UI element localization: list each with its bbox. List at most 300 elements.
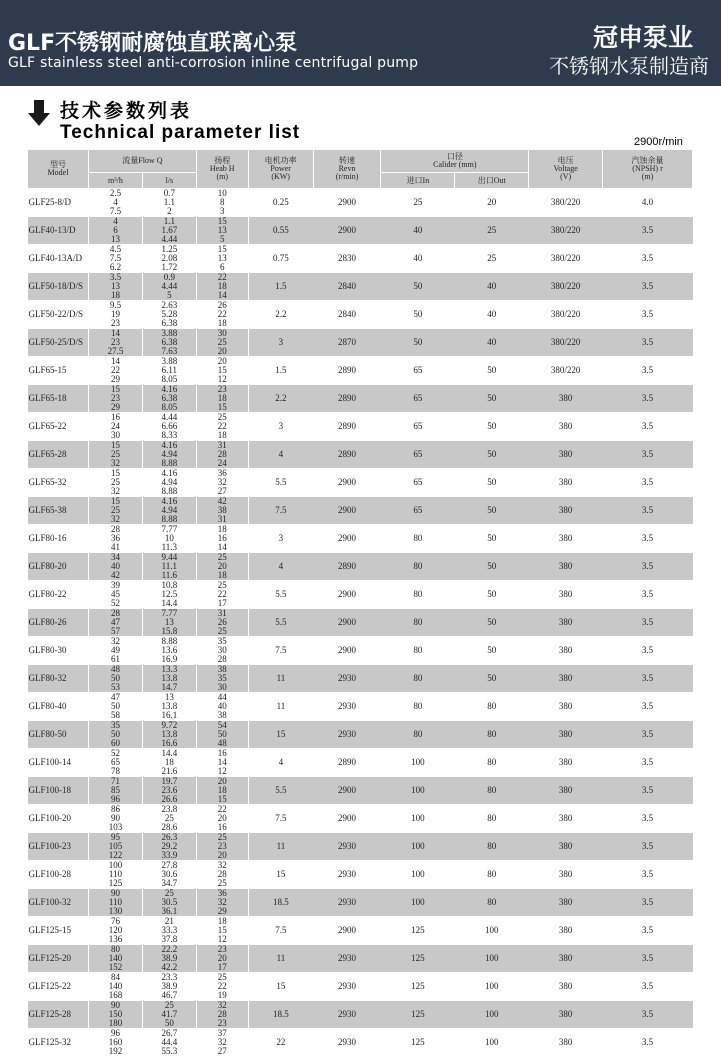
npsh-cell: 3.5 <box>603 665 693 693</box>
flow-m3h-cell: 84 <box>88 973 142 983</box>
head-cell: 37 <box>196 1029 248 1039</box>
head-cell: 26 <box>196 301 248 311</box>
power-cell: 11 <box>248 945 313 973</box>
flow-m3h-cell: 100 <box>88 861 142 871</box>
head-cell: 27 <box>196 487 248 497</box>
flow-ls-cell: 14.4 <box>142 749 196 759</box>
npsh-cell: 3.5 <box>603 1029 693 1056</box>
flow-m3h-cell: 29 <box>88 403 142 413</box>
table-row <box>28 525 693 535</box>
flow-ls-cell: 23.6 <box>142 786 196 795</box>
voltage-cell: 380 <box>529 497 603 525</box>
flow-ls-cell: 23.8 <box>142 805 196 815</box>
inlet-cell: 100 <box>381 833 455 861</box>
flow-ls-cell: 14.7 <box>142 683 196 693</box>
head-cell: 35 <box>196 637 248 647</box>
flow-ls-cell: 0.7 <box>142 189 196 199</box>
power-cell: 5.5 <box>248 469 313 497</box>
inlet-cell: 80 <box>381 553 455 581</box>
inlet-cell: 125 <box>381 1029 455 1056</box>
flow-ls-cell: 4.16 <box>142 385 196 395</box>
flow-m3h-cell: 15 <box>88 441 142 451</box>
speed-cell: 2900 <box>313 917 381 945</box>
power-cell: 18.5 <box>248 1001 313 1029</box>
power-cell: 11 <box>248 693 313 721</box>
head-cell: 15 <box>196 403 248 413</box>
head-cell: 38 <box>196 665 248 675</box>
flow-m3h-cell: 96 <box>88 1029 142 1039</box>
head-cell: 28 <box>196 1010 248 1019</box>
voltage-cell: 380 <box>529 553 603 581</box>
flow-ls-cell: 13.6 <box>142 646 196 655</box>
flow-ls-cell: 21.6 <box>142 767 196 777</box>
section-title-cn: 技术参数列表 <box>60 96 192 123</box>
voltage-cell: 380 <box>529 861 603 889</box>
flow-ls-cell: 22.2 <box>142 945 196 955</box>
head-cell: 16 <box>196 534 248 543</box>
flow-ls-cell: 36.1 <box>142 907 196 917</box>
table-row <box>28 973 693 983</box>
flow-ls-cell: 13.8 <box>142 730 196 739</box>
flow-ls-cell: 7.77 <box>142 609 196 619</box>
outlet-cell: 50 <box>455 469 529 497</box>
head-cell: 38 <box>196 711 248 721</box>
flow-ls-cell: 16.6 <box>142 739 196 749</box>
head-cell: 16 <box>196 749 248 759</box>
head-cell: 20 <box>196 777 248 787</box>
inlet-cell: 80 <box>381 665 455 693</box>
power-cell: 1.5 <box>248 357 313 385</box>
table-row <box>28 665 693 675</box>
speed-cell: 2890 <box>313 553 381 581</box>
head-cell: 31 <box>196 609 248 619</box>
speed-cell: 2900 <box>313 497 381 525</box>
flow-ls-cell: 42.2 <box>142 963 196 973</box>
flow-m3h-cell: 39 <box>88 581 142 591</box>
head-cell: 31 <box>196 441 248 451</box>
npsh-cell: 3.5 <box>603 833 693 861</box>
speed-cell: 2890 <box>313 749 381 777</box>
flow-ls-cell: 4.16 <box>142 441 196 451</box>
head-cell: 15 <box>196 926 248 935</box>
flow-ls-cell: 46.7 <box>142 991 196 1001</box>
model-cell: GLF80-50 <box>28 721 89 749</box>
flow-ls-cell: 18 <box>142 758 196 767</box>
flow-m3h-cell: 42 <box>88 571 142 581</box>
voltage-cell: 380 <box>529 749 603 777</box>
flow-ls-cell: 8.05 <box>142 403 196 413</box>
header-banner <box>0 0 721 86</box>
flow-ls-cell: 30.5 <box>142 898 196 907</box>
col-voltage: 电压 Voltage (V) <box>529 150 603 189</box>
head-cell: 18 <box>196 394 248 403</box>
voltage-cell: 380 <box>529 721 603 749</box>
table-row <box>28 581 693 591</box>
flow-ls-cell: 8.88 <box>142 637 196 647</box>
flow-ls-cell: 4.44 <box>142 282 196 291</box>
head-cell: 40 <box>196 702 248 711</box>
col-inlet: 进口In <box>381 173 455 189</box>
flow-ls-cell: 30.6 <box>142 870 196 879</box>
power-cell: 15 <box>248 721 313 749</box>
speed-cell: 2900 <box>313 777 381 805</box>
voltage-cell: 380 <box>529 665 603 693</box>
model-cell: GLF80-26 <box>28 609 89 637</box>
head-cell: 18 <box>196 786 248 795</box>
speed-cell: 2930 <box>313 1001 381 1029</box>
npsh-cell: 3.5 <box>603 497 693 525</box>
inlet-cell: 65 <box>381 357 455 385</box>
head-cell: 16 <box>196 823 248 833</box>
outlet-cell: 100 <box>455 1029 529 1056</box>
inlet-cell: 65 <box>381 385 455 413</box>
head-cell: 23 <box>196 842 248 851</box>
voltage-cell: 380 <box>529 413 603 441</box>
npsh-cell: 3.5 <box>603 385 693 413</box>
flow-m3h-cell: 13 <box>88 235 142 245</box>
flow-ls-cell: 6.11 <box>142 366 196 375</box>
flow-m3h-cell: 50 <box>88 730 142 739</box>
flow-ls-cell: 7.63 <box>142 347 196 357</box>
npsh-cell: 4.0 <box>603 189 693 217</box>
inlet-cell: 100 <box>381 777 455 805</box>
speed-cell: 2930 <box>313 833 381 861</box>
head-cell: 22 <box>196 590 248 599</box>
flow-ls-cell: 37.8 <box>142 935 196 945</box>
flow-ls-cell: 8.05 <box>142 375 196 385</box>
flow-m3h-cell: 18 <box>88 291 142 301</box>
outlet-cell: 50 <box>455 581 529 609</box>
flow-m3h-cell: 15 <box>88 469 142 479</box>
head-cell: 17 <box>196 599 248 609</box>
npsh-cell: 3.5 <box>603 413 693 441</box>
model-cell: GLF40-13/D <box>28 217 89 245</box>
table-row <box>28 245 693 255</box>
company-subtitle: 不锈钢水泵制造商 <box>549 50 709 79</box>
flow-m3h-cell: 90 <box>88 814 142 823</box>
head-cell: 14 <box>196 758 248 767</box>
speed-cell: 2900 <box>313 609 381 637</box>
npsh-cell: 3.5 <box>603 973 693 1001</box>
model-cell: GLF50-25/D/S <box>28 329 89 357</box>
flow-ls-cell: 8.33 <box>142 431 196 441</box>
npsh-cell: 3.5 <box>603 637 693 665</box>
flow-m3h-cell: 71 <box>88 777 142 787</box>
outlet-cell: 40 <box>455 273 529 301</box>
head-cell: 25 <box>196 627 248 637</box>
flow-ls-cell: 1.1 <box>142 198 196 207</box>
voltage-cell: 380 <box>529 581 603 609</box>
head-cell: 14 <box>196 543 248 553</box>
head-cell: 18 <box>196 431 248 441</box>
table-row <box>28 441 693 451</box>
table-row <box>28 1001 693 1011</box>
flow-m3h-cell: 25 <box>88 450 142 459</box>
flow-m3h-cell: 2.5 <box>88 189 142 199</box>
col-outlet: 出口Out <box>455 173 529 189</box>
head-cell: 32 <box>196 1038 248 1047</box>
flow-m3h-cell: 85 <box>88 786 142 795</box>
flow-ls-cell: 16.9 <box>142 655 196 665</box>
power-cell: 3 <box>248 525 313 553</box>
speed-cell: 2930 <box>313 721 381 749</box>
company-name: 冠申泵业 <box>593 18 693 54</box>
speed-cell: 2900 <box>313 525 381 553</box>
flow-m3h-cell: 168 <box>88 991 142 1001</box>
inlet-cell: 50 <box>381 273 455 301</box>
model-cell: GLF80-22 <box>28 581 89 609</box>
npsh-cell: 3.5 <box>603 357 693 385</box>
voltage-cell: 380 <box>529 889 603 917</box>
head-cell: 20 <box>196 814 248 823</box>
head-cell: 38 <box>196 506 248 515</box>
flow-m3h-cell: 45 <box>88 590 142 599</box>
head-cell: 20 <box>196 357 248 367</box>
power-cell: 1.5 <box>248 273 313 301</box>
flow-ls-cell: 25 <box>142 889 196 899</box>
npsh-cell: 3.5 <box>603 329 693 357</box>
model-cell: GLF65-38 <box>28 497 89 525</box>
head-cell: 30 <box>196 683 248 693</box>
outlet-cell: 100 <box>455 945 529 973</box>
voltage-cell: 380 <box>529 385 603 413</box>
voltage-cell: 380/220 <box>529 357 603 385</box>
head-cell: 18 <box>196 917 248 927</box>
head-cell: 12 <box>196 935 248 945</box>
npsh-cell: 3.5 <box>603 805 693 833</box>
outlet-cell: 50 <box>455 665 529 693</box>
inlet-cell: 65 <box>381 441 455 469</box>
npsh-cell: 3.5 <box>603 1001 693 1029</box>
inlet-cell: 80 <box>381 609 455 637</box>
head-cell: 19 <box>196 991 248 1001</box>
product-title-en: GLF stainless steel anti-corrosion inline centrifugal pump <box>8 55 418 71</box>
model-cell: GLF50-18/D/S <box>28 273 89 301</box>
power-cell: 4 <box>248 441 313 469</box>
inlet-cell: 100 <box>381 749 455 777</box>
col-model: 型号 Model <box>28 150 89 189</box>
flow-m3h-cell: 3.5 <box>88 273 142 283</box>
flow-ls-cell: 6.38 <box>142 319 196 329</box>
table-row <box>28 273 693 283</box>
outlet-cell: 25 <box>455 245 529 273</box>
flow-m3h-cell: 50 <box>88 702 142 711</box>
power-cell: 15 <box>248 861 313 889</box>
head-cell: 30 <box>196 329 248 339</box>
power-cell: 15 <box>248 973 313 1001</box>
table-row <box>28 553 693 563</box>
flow-m3h-cell: 23 <box>88 394 142 403</box>
col-power: 电机功率 Power (KW) <box>248 150 313 189</box>
flow-ls-cell: 2.63 <box>142 301 196 311</box>
flow-ls-cell: 2 <box>142 207 196 217</box>
flow-m3h-cell: 28 <box>88 525 142 535</box>
voltage-cell: 380 <box>529 833 603 861</box>
head-cell: 30 <box>196 646 248 655</box>
section-title-en: Technical parameter list <box>60 122 300 144</box>
npsh-cell: 3.5 <box>603 721 693 749</box>
power-cell: 3 <box>248 413 313 441</box>
model-cell: GLF65-18 <box>28 385 89 413</box>
speed-cell: 2900 <box>313 805 381 833</box>
head-cell: 54 <box>196 721 248 731</box>
flow-ls-cell: 33.9 <box>142 851 196 861</box>
voltage-cell: 380 <box>529 1001 603 1029</box>
outlet-cell: 80 <box>455 721 529 749</box>
npsh-cell: 3.5 <box>603 441 693 469</box>
power-cell: 0.75 <box>248 245 313 273</box>
head-cell: 15 <box>196 245 248 255</box>
head-cell: 25 <box>196 553 248 563</box>
head-cell: 25 <box>196 833 248 843</box>
flow-ls-cell: 38.9 <box>142 982 196 991</box>
flow-m3h-cell: 47 <box>88 693 142 703</box>
power-cell: 7.5 <box>248 637 313 665</box>
head-cell: 25 <box>196 581 248 591</box>
voltage-cell: 380 <box>529 973 603 1001</box>
npsh-cell: 3.5 <box>603 861 693 889</box>
flow-ls-cell: 1.1 <box>142 217 196 227</box>
outlet-cell: 25 <box>455 217 529 245</box>
flow-ls-cell: 6.38 <box>142 338 196 347</box>
flow-m3h-cell: 19 <box>88 310 142 319</box>
flow-m3h-cell: 58 <box>88 711 142 721</box>
flow-m3h-cell: 130 <box>88 907 142 917</box>
head-cell: 10 <box>196 189 248 199</box>
speed-cell: 2930 <box>313 861 381 889</box>
table-row <box>28 301 693 311</box>
power-cell: 5.5 <box>248 609 313 637</box>
head-cell: 48 <box>196 739 248 749</box>
head-cell: 20 <box>196 562 248 571</box>
outlet-cell: 80 <box>455 833 529 861</box>
flow-ls-cell: 13.3 <box>142 665 196 675</box>
speed-cell: 2840 <box>313 301 381 329</box>
flow-m3h-cell: 35 <box>88 721 142 731</box>
model-cell: GLF80-40 <box>28 693 89 721</box>
head-cell: 50 <box>196 730 248 739</box>
flow-ls-cell: 4.44 <box>142 235 196 245</box>
flow-m3h-cell: 25 <box>88 478 142 487</box>
outlet-cell: 50 <box>455 413 529 441</box>
head-cell: 25 <box>196 338 248 347</box>
inlet-cell: 80 <box>381 637 455 665</box>
speed-cell: 2930 <box>313 693 381 721</box>
inlet-cell: 100 <box>381 861 455 889</box>
head-cell: 26 <box>196 618 248 627</box>
flow-m3h-cell: 22 <box>88 366 142 375</box>
speed-cell: 2890 <box>313 357 381 385</box>
product-title-cn: GLF不锈钢耐腐蚀直联离心泵 <box>8 26 297 57</box>
voltage-cell: 380 <box>529 525 603 553</box>
model-cell: GLF125-22 <box>28 973 89 1001</box>
table-row <box>28 497 693 507</box>
speed-cell: 2830 <box>313 245 381 273</box>
flow-ls-cell: 10.8 <box>142 581 196 591</box>
table-row <box>28 189 693 199</box>
flow-m3h-cell: 52 <box>88 599 142 609</box>
flow-ls-cell: 38.9 <box>142 954 196 963</box>
flow-ls-cell: 21 <box>142 917 196 927</box>
flow-m3h-cell: 150 <box>88 1010 142 1019</box>
flow-ls-cell: 4.94 <box>142 450 196 459</box>
speed-cell: 2870 <box>313 329 381 357</box>
npsh-cell: 3.5 <box>603 945 693 973</box>
voltage-cell: 380 <box>529 469 603 497</box>
flow-ls-cell: 4.16 <box>142 469 196 479</box>
flow-m3h-cell: 52 <box>88 749 142 759</box>
head-cell: 22 <box>196 982 248 991</box>
voltage-cell: 380 <box>529 637 603 665</box>
outlet-cell: 80 <box>455 777 529 805</box>
outlet-cell: 40 <box>455 301 529 329</box>
outlet-cell: 50 <box>455 497 529 525</box>
voltage-cell: 380 <box>529 805 603 833</box>
flow-m3h-cell: 110 <box>88 870 142 879</box>
model-cell: GLF65-32 <box>28 469 89 497</box>
power-cell: 18.5 <box>248 889 313 917</box>
flow-ls-cell: 41.7 <box>142 1010 196 1019</box>
head-cell: 12 <box>196 767 248 777</box>
model-cell: GLF50-22/D/S <box>28 301 89 329</box>
flow-m3h-cell: 53 <box>88 683 142 693</box>
voltage-cell: 380 <box>529 441 603 469</box>
head-cell: 5 <box>196 235 248 245</box>
speed-cell: 2900 <box>313 189 381 217</box>
flow-ls-cell: 5 <box>142 291 196 301</box>
flow-ls-cell: 44.4 <box>142 1038 196 1047</box>
power-cell: 4 <box>248 749 313 777</box>
col-speed: 转速 Revn (r/min) <box>313 150 381 189</box>
table-row <box>28 945 693 955</box>
flow-ls-cell: 13.8 <box>142 702 196 711</box>
flow-ls-cell: 11.3 <box>142 543 196 553</box>
flow-ls-cell: 25 <box>142 1001 196 1011</box>
head-cell: 20 <box>196 347 248 357</box>
outlet-cell: 80 <box>455 861 529 889</box>
table-row <box>28 889 693 899</box>
voltage-cell: 380/220 <box>529 273 603 301</box>
flow-ls-cell: 14.4 <box>142 599 196 609</box>
model-cell: GLF100-14 <box>28 749 89 777</box>
flow-m3h-cell: 32 <box>88 459 142 469</box>
flow-ls-cell: 19.7 <box>142 777 196 787</box>
head-cell: 32 <box>196 861 248 871</box>
table-row <box>28 749 693 759</box>
head-cell: 25 <box>196 879 248 889</box>
speed-cell: 2930 <box>313 889 381 917</box>
col-flow-m3h: m³/h <box>88 173 142 189</box>
table-row <box>28 413 693 423</box>
power-cell: 11 <box>248 665 313 693</box>
speed-cell: 2890 <box>313 385 381 413</box>
flow-m3h-cell: 90 <box>88 1001 142 1011</box>
npsh-cell: 3.5 <box>603 217 693 245</box>
table-row <box>28 609 693 619</box>
head-cell: 32 <box>196 478 248 487</box>
flow-m3h-cell: 27.5 <box>88 347 142 357</box>
flow-ls-cell: 10 <box>142 534 196 543</box>
npsh-cell: 3.5 <box>603 273 693 301</box>
flow-ls-cell: 8.88 <box>142 487 196 497</box>
head-cell: 13 <box>196 254 248 263</box>
head-cell: 22 <box>196 805 248 815</box>
flow-m3h-cell: 14 <box>88 357 142 367</box>
speed-cell: 2930 <box>313 973 381 1001</box>
voltage-cell: 380 <box>529 777 603 805</box>
outlet-cell: 50 <box>455 441 529 469</box>
head-cell: 36 <box>196 889 248 899</box>
